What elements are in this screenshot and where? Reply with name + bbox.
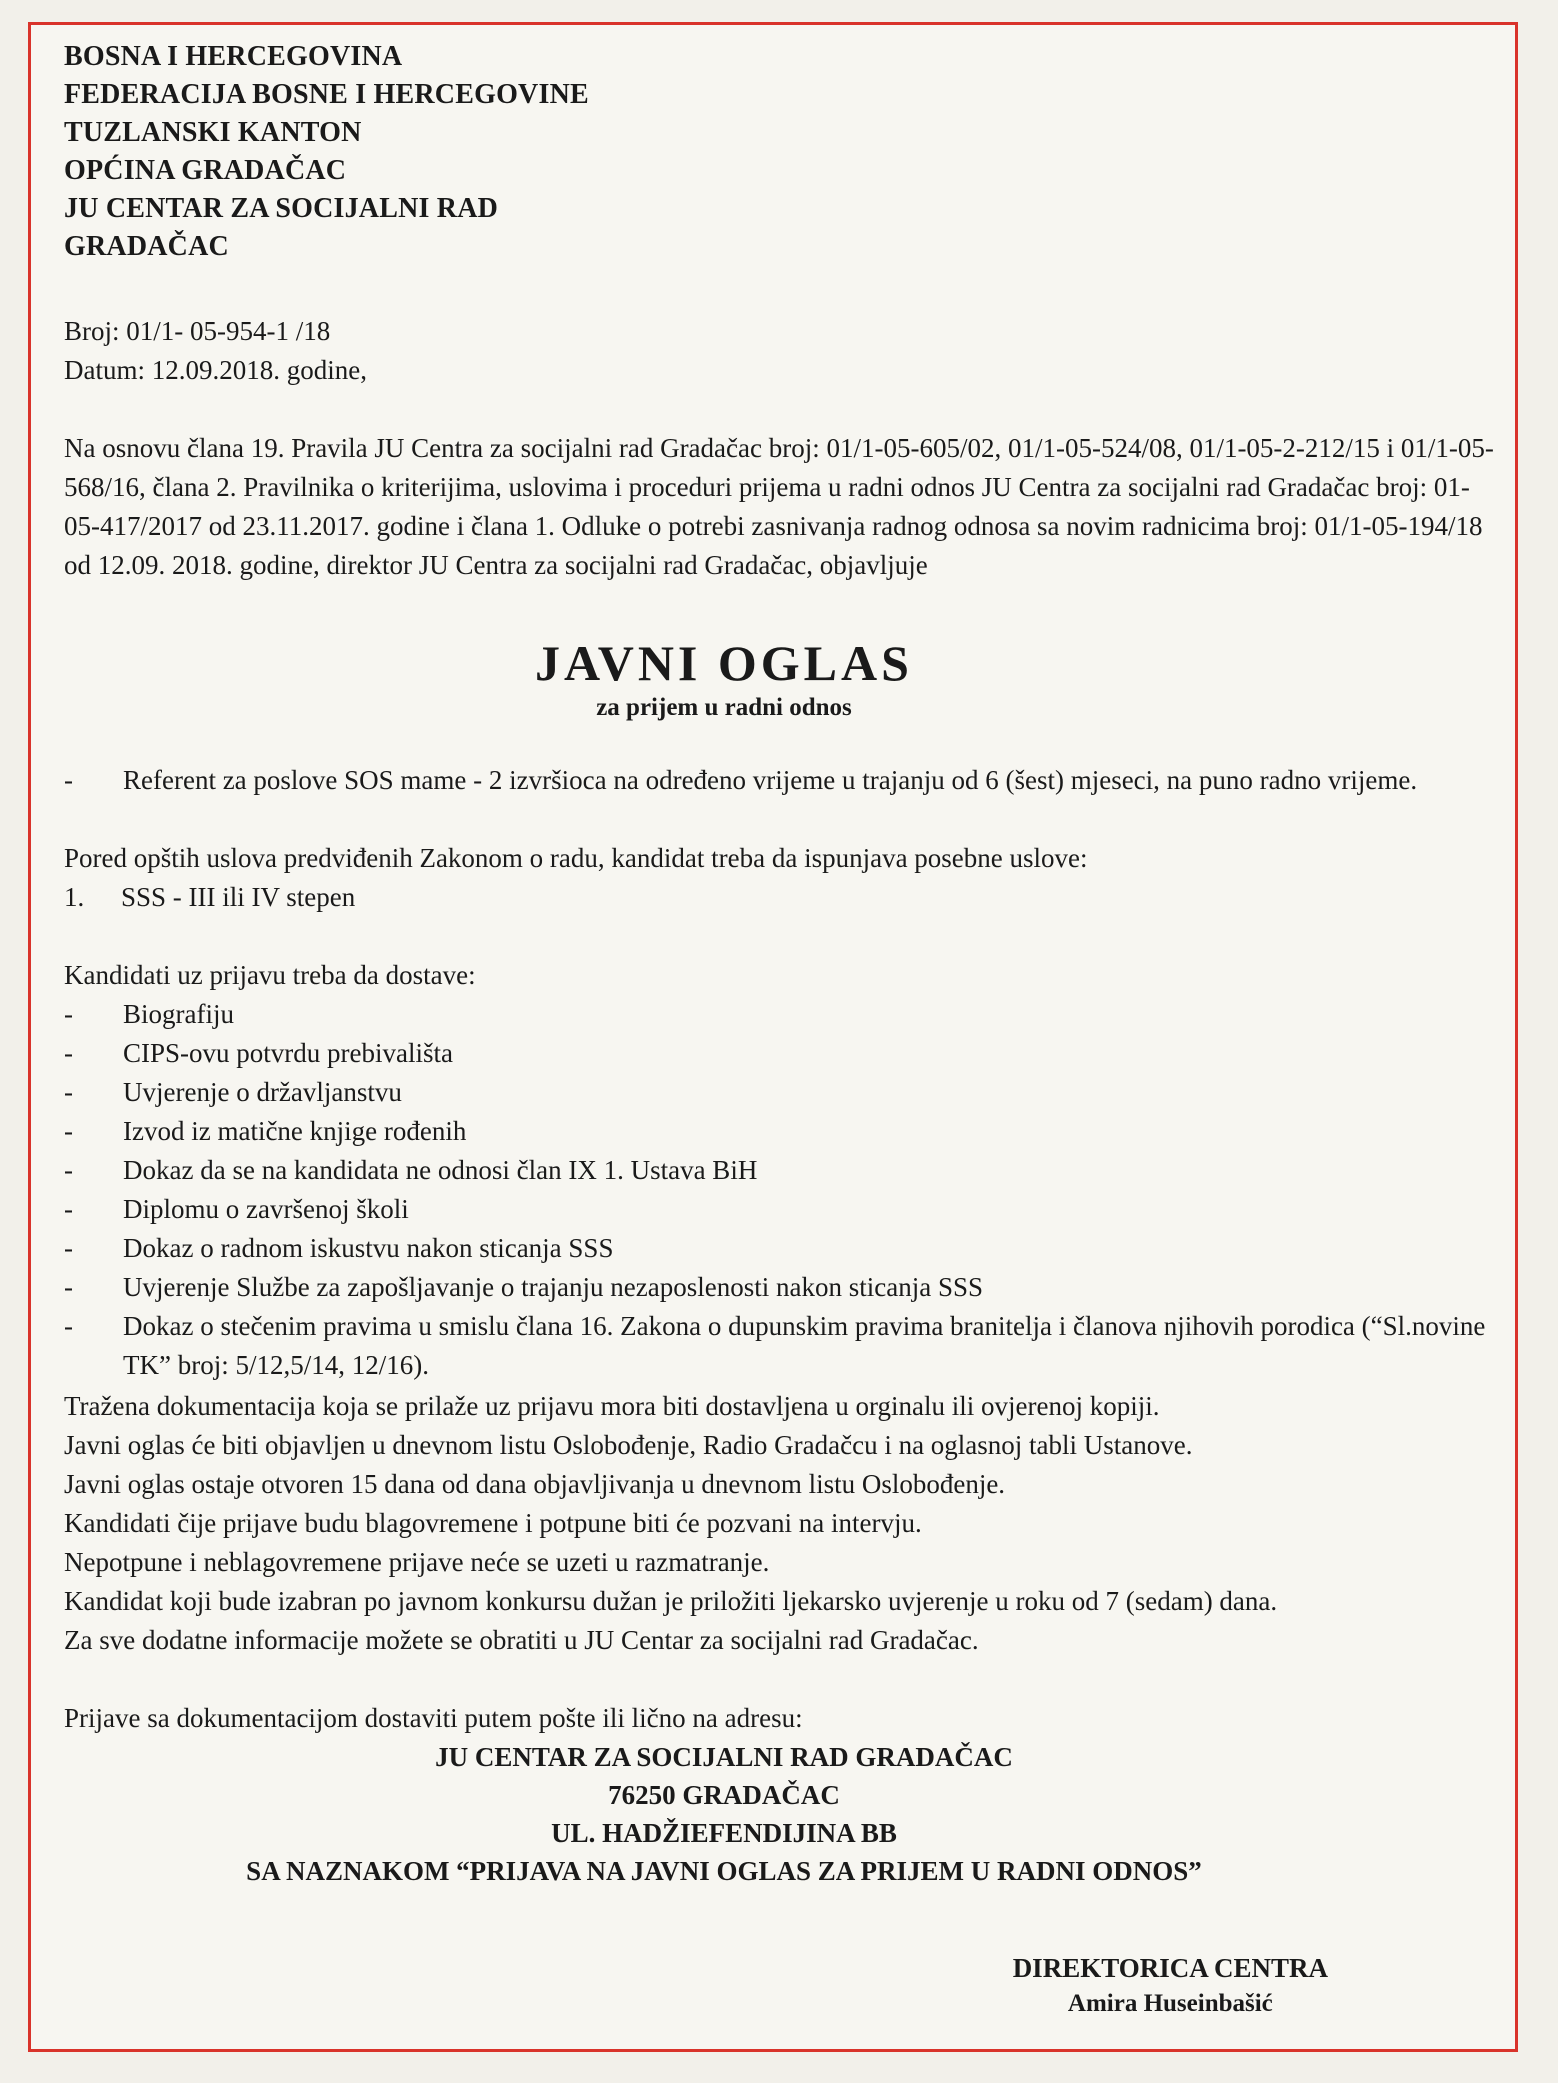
address-note: SA NAZNAKOM “PRIJAVA NA JAVNI OGLAS ZA PRIJEM U RADNI ODNOS”	[246, 1856, 1202, 1886]
note-line: Nepotpune i neblagovremene prijave neće se uzeti u razmatranje.	[64, 1547, 770, 1577]
document-text: Dokaz o stečenim pravima u smislu člana 16. Zakona o dupunskim pravima branitelja i članova njihovih porodica (“Sl.novine TK” broj: 5/12,5/14, 12/16).	[123, 1311, 1486, 1380]
signature-name: Amira Huseinbašić	[1067, 1990, 1273, 2017]
page-title: JAVNI OGLAS	[535, 635, 913, 691]
header-canton: TUZLANSKI KANTON	[64, 117, 362, 148]
header-municipality: OPĆINA GRADAČAC	[64, 155, 347, 186]
document-dash: -	[64, 1311, 73, 1341]
document-dash: -	[64, 999, 73, 1029]
note-line: Tražena dokumentacija koja se prilaže uz prijavu mora biti dostavljena u orginalu ili ovjerenoj kopiji.	[64, 1391, 1160, 1421]
document-item	[64, 1034, 1494, 1073]
document-dash: -	[64, 1155, 73, 1185]
document-item	[64, 1268, 1494, 1307]
document-item	[64, 1112, 1494, 1151]
institution-header	[64, 38, 1494, 266]
document-dash: -	[64, 1194, 73, 1224]
reference-date: Datum: 12.09.2018. godine,	[64, 355, 367, 385]
document-item	[64, 1307, 1494, 1385]
document-text: Dokaz da se na kandidata ne odnosi član IX 1. Ustava BiH	[123, 1155, 758, 1185]
note-line: Javni oglas ostaje otvoren 15 dana od dana objavljivanja u dnevnom listu Oslobođenje.	[64, 1469, 1006, 1499]
submission-block	[64, 1699, 1494, 1890]
note-line: Za sve dodatne informacije možete se obratiti u JU Centar za socijalni rad Gradačac.	[64, 1625, 979, 1655]
document-text: Biografiju	[123, 999, 234, 1029]
header-federation: FEDERACIJA BOSNE I HERCEGOVINE	[64, 79, 589, 110]
position-text: Referent za poslove SOS mame - 2 izvršioca na određeno vrijeme u trajanju od 6 (šest) mjeseci, na puno radno vrijeme.	[123, 765, 1418, 795]
document-text: Uvjerenje Službe za zapošljavanje o trajanju nezaposlenosti nakon sticanja SSS	[123, 1272, 983, 1302]
document-text: Diplomu o završenoj školi	[123, 1194, 409, 1224]
documents-block	[64, 956, 1494, 1385]
note-line: Javni oglas će biti objavljen u dnevnom listu Oslobođenje, Radio Gradačcu i na oglasnoj tabli Ustanove.	[64, 1430, 1193, 1460]
header-city: GRADAČAC	[64, 231, 229, 262]
document-item	[64, 1073, 1494, 1112]
page-subtitle: za prijem u radni odnos	[596, 694, 852, 721]
header-institution: JU CENTAR ZA SOCIJALNI RAD	[64, 193, 499, 224]
signature-block	[1013, 1950, 1328, 2022]
document-dash: -	[64, 1077, 73, 1107]
document-dash: -	[64, 1038, 73, 1068]
documents-intro: Kandidati uz prijavu treba da dostave:	[64, 960, 476, 990]
condition-number: 1.	[64, 882, 85, 912]
conditions-block	[64, 839, 1494, 917]
header-country: BOSNA I HERCEGOVINA	[64, 41, 403, 72]
document-item	[64, 1229, 1494, 1268]
document-text: Izvod iz matične knjige rođenih	[123, 1116, 467, 1146]
address-postcode: 76250 GRADAČAC	[608, 1780, 840, 1810]
reference-number: Broj: 01/1- 05-954-1 /18	[64, 316, 331, 346]
document-item	[64, 1151, 1494, 1190]
address-street: UL. HADŽIEFENDIJINA BB	[551, 1818, 897, 1848]
conditions-intro: Pored opštih uslova predviđenih Zakonom o radu, kandidat treba da ispunjava posebne uslove:	[64, 843, 1088, 873]
condition-text: SSS - III ili IV stepen	[121, 882, 356, 912]
document-dash: -	[64, 1116, 73, 1146]
document-text: Uvjerenje o državljanstvu	[123, 1077, 402, 1107]
note-line: Kandidati čije prijave budu blagovremene i potpune biti će pozvani na intervju.	[64, 1508, 922, 1538]
position-item	[64, 761, 1494, 800]
note-line: Kandidat koji bude izabran po javnom konkursu dužan je priložiti ljekarsko uvjerenje u roku od 7 (sedam) dana.	[64, 1586, 1278, 1616]
condition-item	[64, 878, 1494, 917]
announcement-content	[64, 38, 1494, 1890]
signature-role: DIREKTORICA CENTRA	[1012, 1953, 1328, 1983]
document-text: Dokaz o radnom iskustvu nakon sticanja SSS	[123, 1233, 614, 1263]
submission-intro: Prijave sa dokumentacijom dostaviti putem pošte ili lično na adresu:	[64, 1703, 803, 1733]
document-item	[64, 1190, 1494, 1229]
position-dash: -	[64, 765, 73, 795]
document-text: CIPS-ovu potvrdu prebivališta	[123, 1038, 453, 1068]
document-dash: -	[64, 1272, 73, 1302]
document-dash: -	[64, 1233, 73, 1263]
reference-block	[64, 312, 1494, 390]
address-institution: JU CENTAR ZA SOCIJALNI RAD GRADAČAC	[435, 1742, 1013, 1772]
notes-block	[64, 1387, 1494, 1660]
document-item	[64, 995, 1494, 1034]
intro-paragraph: Na osnovu člana 19. Pravila JU Centra za socijalni rad Gradačac broj: 01/1-05-605/02, 01/1-05-524/08, 01/1-05-2-212/15 i 01/1-05-568/16, člana 2. Pravilnika o kriterijima, uslovima i proceduri prijema u radni odnos JU Centra za socijalni rad Gradačac broj: 01-05-417/2017 od 23.11.2017. godine i člana 1. Odluke o potrebi zasnivanja radnog odnosa sa novim radnicima broj: 01/1-05-194/18 od 12.09. 2018. godine, direktor JU Centra za socijalni rad Gradačac, objavljuje	[64, 433, 1494, 580]
